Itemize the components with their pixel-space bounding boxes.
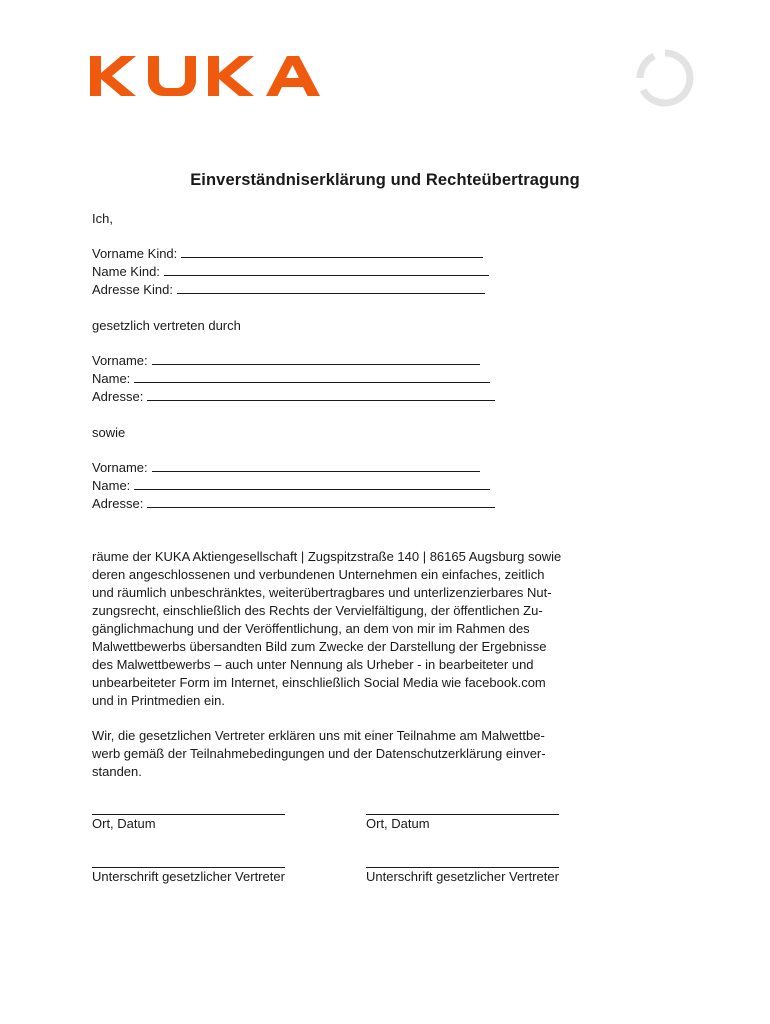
input-line[interactable] [134, 370, 490, 383]
signature-line[interactable] [92, 853, 285, 868]
place-date-label: Ort, Datum [366, 816, 430, 831]
guardian2-address-field[interactable] [92, 495, 495, 513]
place-date-right-block[interactable] [366, 800, 559, 833]
child-name-field[interactable] [92, 263, 489, 281]
intro-text: Ich, [92, 211, 113, 226]
consent-paragraph: Wir, die gesetzlichen Vertreter erklären uns mit einer Teilnahme am Malwettbe- werb gemäß der Teilnahmebedingungen und der Datenschutzerklärung einver- standen. [92, 728, 546, 779]
input-line[interactable] [181, 245, 483, 258]
input-line[interactable] [152, 459, 480, 472]
field-label: Name: [92, 478, 131, 493]
input-line[interactable] [164, 263, 489, 276]
signature-line[interactable] [366, 853, 559, 868]
input-line[interactable] [152, 352, 480, 365]
guardian1-firstname-field[interactable] [92, 352, 480, 370]
kuka-logo [90, 56, 328, 96]
signature-label: Unterschrift gesetzlicher Vertreter [92, 869, 285, 884]
child-address-field[interactable] [92, 281, 485, 299]
field-label: Vorname: [92, 460, 148, 475]
guardian1-address-field[interactable] [92, 388, 495, 406]
signature-line[interactable] [366, 800, 559, 815]
document-title: Einverständniserklärung und Rechteübertragung [190, 171, 580, 189]
rights-transfer-paragraph: räume der KUKA Aktiengesellschaft | Zugspitzstraße 140 | 86165 Augsburg sowie deren angeschlossenen und verbundenen Unternehmen ein einfaches, zeitlich und räumlich unbeschränktes, weiterübertragbares und unterlizenzierbares Nut- zungsrecht, einschließlich des Rechts der Vervielfältigung, der öffentlichen Zu- gänglichmachung und der Veröffentlichung, an dem von mir im Rahmen des Malwettbewerbs übersandten Bild zum Zwecke der Darstellung der Ergebnisse des Malwettbewerbs – auch unter Nennung als Urheber - in bearbeiteter und unbearbeiteter Form im Internet, einschließlich Social Media wie facebook.com und in Printmedien ein. [92, 549, 562, 708]
field-label: Adresse: [92, 496, 144, 511]
field-label: Name Kind: [92, 264, 160, 279]
represented-by-text: gesetzlich vertreten durch [92, 318, 241, 333]
guardian2-name-field[interactable] [92, 477, 490, 495]
input-line[interactable] [147, 388, 495, 401]
field-label: Adresse Kind: [92, 282, 173, 297]
child-firstname-field[interactable] [92, 245, 483, 263]
signature-line[interactable] [92, 800, 285, 815]
sowie-text: sowie [92, 425, 126, 440]
input-line[interactable] [177, 281, 485, 294]
place-date-label: Ort, Datum [92, 816, 156, 831]
place-date-left-block[interactable] [92, 800, 285, 833]
signature-label: Unterschrift gesetzlicher Vertreter [366, 869, 559, 884]
field-label: Adresse: [92, 389, 144, 404]
signature-left-block[interactable] [92, 853, 285, 886]
guardian2-firstname-field[interactable] [92, 459, 480, 477]
input-line[interactable] [134, 477, 490, 490]
partial-ring-icon [634, 47, 696, 109]
input-line[interactable] [147, 495, 495, 508]
field-label: Name: [92, 371, 131, 386]
field-label: Vorname Kind: [92, 246, 178, 261]
field-label: Vorname: [92, 353, 148, 368]
signature-right-block[interactable] [366, 853, 559, 886]
guardian1-name-field[interactable] [92, 370, 490, 388]
